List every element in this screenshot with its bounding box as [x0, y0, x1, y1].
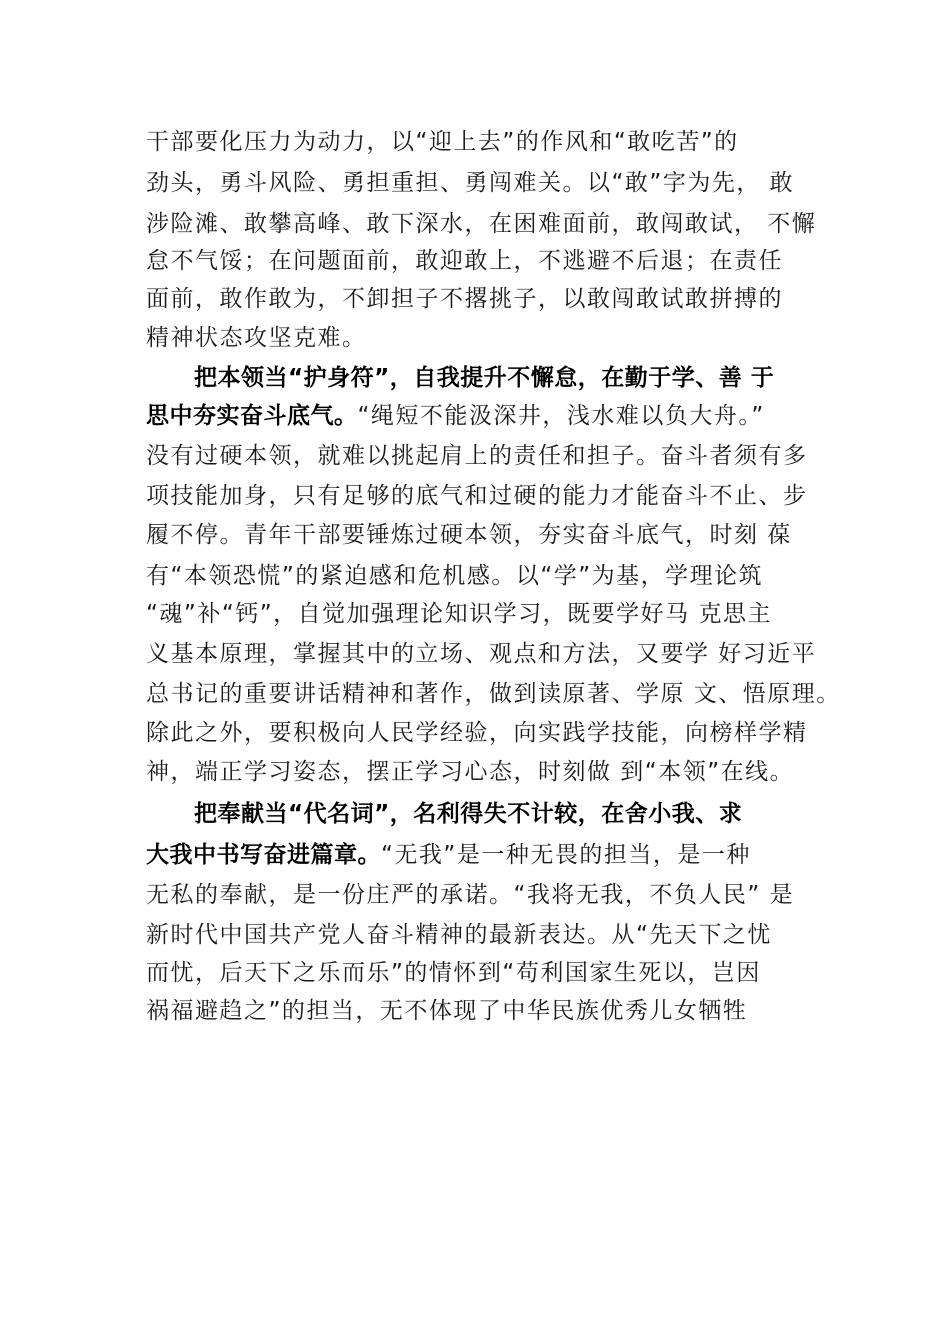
- paragraph1-line-4: 怠不气馁；在问题面前，敢迎敢上，不逃避不后退；在责任: [146, 248, 783, 274]
- paragraph1-line-2: 劲头，勇斗风险、勇担重担、勇闯难关。以“敢”字为先， 敢: [146, 170, 795, 196]
- paragraph1-line-6: 精神状态攻坚克难。: [146, 325, 367, 351]
- paragraph2-heading-line-1: 把本领当“护身符”，自我提升不懈怠，在勤于学、善 于: [194, 365, 775, 391]
- paragraph2-line-10: 除此之外，要积极向人民学经验，向实践学技能，向榜样学精: [146, 720, 808, 746]
- paragraph1-line-1: 干部要化压力为动力，以“迎上去”的作风和“敢吃苦”的: [146, 129, 739, 155]
- paragraph3-heading-line-2: 大我中书写奋进篇章。: [146, 842, 381, 868]
- paragraph2-line-9: 总书记的重要讲话精神和著作，做到读原著、学原 文、悟原理。: [146, 681, 841, 707]
- paragraph2-heading-line-2: 思中夯实奋斗底气。: [146, 403, 358, 429]
- paragraph2-line-8: 义基本原理，掌握其中的立场、观点和方法，又要学 好习近平: [146, 641, 817, 667]
- paragraph3-line-5: 而忧，后天下之乐而乐”的情怀到“苟利国家生死以，岂因: [146, 960, 761, 986]
- paragraph2-line-11: 神，端正学习姿态，摆正学习心态，时刻做 到“本领”在线。: [146, 759, 795, 785]
- paragraph1-line-3: 涉险滩、敢攀高峰、敢下深水，在困难面前，敢闯敢试， 不懈: [146, 211, 817, 237]
- paragraph3-line-2: [146, 840, 751, 870]
- paragraph3-line-6: 祸福避趋之”的担当，无不体现了中华民族优秀儿女牺牲: [146, 998, 748, 1024]
- paragraph3-line-3: 无私的奉献，是一份庄严的承诺。“我将无我，不负人民” 是: [146, 882, 795, 908]
- paragraph2-line-3: 没有过硬本领，就难以挑起肩上的责任和担子。奋斗者须有多: [146, 443, 808, 469]
- paragraph3-line-4: 新时代中国共产党人奋斗精神的最新表达。从“先天下之忧: [146, 922, 772, 948]
- paragraph2-line-6: 有“本领恐慌”的紧迫感和危机感。以“学”为基，学理论筑: [146, 563, 764, 589]
- paragraph3-quote: “无我”是一种无畏的担当，是一种: [381, 842, 751, 868]
- paragraph2-quote: “绳短不能汲深井，浅水难以负大舟。”: [357, 403, 765, 429]
- paragraph2-line-5: 履不停。青年干部要锤炼过硬本领，夯实奋斗底气，时刻 葆: [146, 522, 792, 548]
- paragraph2-line-2: [146, 401, 765, 431]
- paragraph3-heading-line-1: 把奉献当“代名词”，名利得失不计较，在舍小我、求: [194, 801, 743, 827]
- paragraph2-line-4: 项技能加身，只有足够的底气和过硬的能力才能奋斗不止、步: [146, 483, 808, 509]
- paragraph1-line-5: 面前，敢作敢为，不卸担子不撂挑子，以敢闯敢试敢拼搏的: [146, 286, 783, 312]
- paragraph2-line-7: “魂”补“钙”，自觉加强理论知识学习，既要学好马 克思主: [146, 601, 772, 627]
